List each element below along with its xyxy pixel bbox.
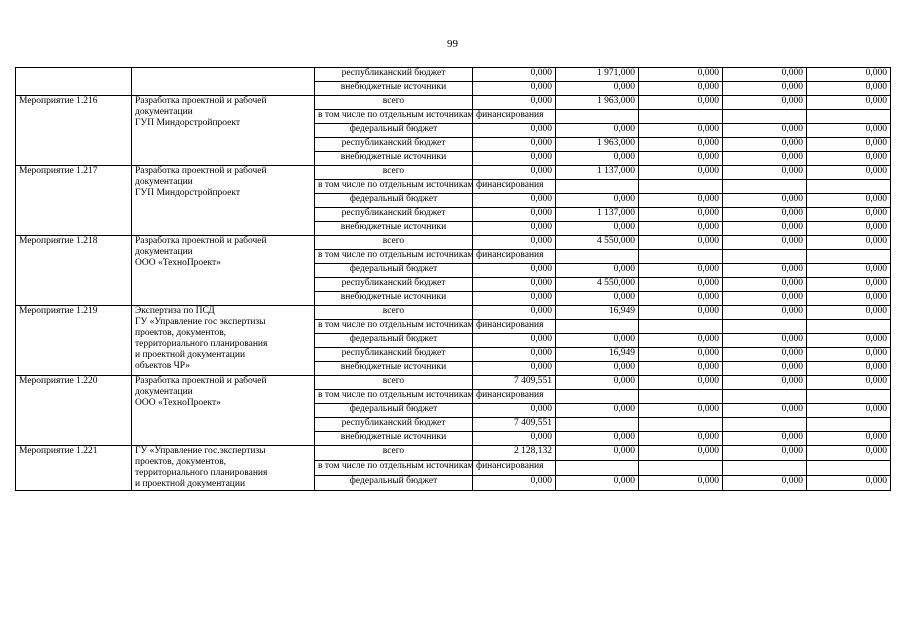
value-cell: 0,000 bbox=[807, 138, 891, 152]
value-cell: 0,000 bbox=[723, 334, 807, 348]
source-label: всего bbox=[315, 96, 473, 110]
value-cell: 0,000 bbox=[473, 208, 556, 222]
description-line: документации bbox=[135, 247, 193, 257]
value-cell: 1 137,000 bbox=[556, 166, 639, 180]
value-cell: 0,000 bbox=[807, 96, 891, 110]
source-label: в том числе по отдельным источникам финансирования bbox=[315, 461, 473, 476]
value-cell: 0,000 bbox=[556, 362, 639, 376]
value-cell: 7 409,551 bbox=[473, 376, 556, 390]
value-cell bbox=[807, 461, 891, 476]
table-row bbox=[16, 306, 891, 320]
value-cell: 0,000 bbox=[473, 476, 556, 491]
value-cell bbox=[807, 110, 891, 124]
value-cell: 0,000 bbox=[473, 432, 556, 446]
value-cell: 0,000 bbox=[723, 68, 807, 82]
value-cell bbox=[639, 110, 723, 124]
value-cell: 0,000 bbox=[723, 446, 807, 461]
value-cell: 4 550,000 bbox=[556, 278, 639, 292]
value-cell: 16,949 bbox=[556, 348, 639, 362]
table-row bbox=[16, 68, 891, 82]
source-label: в том числе по отдельным источникам финансирования bbox=[315, 180, 473, 194]
value-cell: 0,000 bbox=[723, 362, 807, 376]
value-cell: 0,000 bbox=[473, 138, 556, 152]
value-cell: 0,000 bbox=[807, 208, 891, 222]
description-line: Разработка проектной и рабочей bbox=[135, 376, 267, 386]
source-label: федеральный бюджет bbox=[315, 194, 473, 208]
description-line: ГУП Миндорстройпроект bbox=[135, 118, 241, 128]
value-cell bbox=[807, 418, 891, 432]
value-cell bbox=[807, 390, 891, 404]
value-cell: 1 963,000 bbox=[556, 138, 639, 152]
value-cell bbox=[807, 180, 891, 194]
value-cell: 0,000 bbox=[639, 194, 723, 208]
value-cell bbox=[556, 110, 639, 124]
measure-desc-cell bbox=[132, 68, 315, 96]
source-label: в том числе по отдельным источникам финансирования bbox=[315, 320, 473, 334]
value-cell: 0,000 bbox=[473, 362, 556, 376]
value-cell: 0,000 bbox=[639, 348, 723, 362]
value-cell: 0,000 bbox=[556, 292, 639, 306]
description-line: ГУ «Управление гос.экспертизы bbox=[135, 446, 266, 456]
source-label: внебюджетные источники bbox=[315, 292, 473, 306]
description-line: документации bbox=[135, 387, 193, 397]
source-label: федеральный бюджет bbox=[315, 404, 473, 418]
value-cell: 0,000 bbox=[556, 82, 639, 96]
value-cell: 0,000 bbox=[473, 306, 556, 320]
value-cell: 0,000 bbox=[723, 348, 807, 362]
financing-table bbox=[15, 67, 891, 491]
value-cell bbox=[556, 320, 639, 334]
measure-name: Мероприятие 1.217 bbox=[16, 166, 132, 236]
value-cell: 0,000 bbox=[807, 166, 891, 180]
value-cell: 0,000 bbox=[807, 404, 891, 418]
source-label: в том числе по отдельным источникам финансирования bbox=[315, 390, 473, 404]
value-cell: 0,000 bbox=[473, 264, 556, 278]
measure-name: Мероприятие 1.221 bbox=[16, 446, 132, 491]
description-line: и проектной документации bbox=[135, 350, 246, 360]
value-cell: 0,000 bbox=[723, 208, 807, 222]
source-label: всего bbox=[315, 306, 473, 320]
value-cell: 0,000 bbox=[473, 334, 556, 348]
value-cell: 0,000 bbox=[807, 306, 891, 320]
source-label: республиканский бюджет bbox=[315, 278, 473, 292]
value-cell: 0,000 bbox=[639, 292, 723, 306]
table-row bbox=[16, 236, 891, 250]
description-line: документации bbox=[135, 107, 193, 117]
description-line: Экспертиза по ПСД bbox=[135, 306, 215, 316]
value-cell: 1 963,000 bbox=[556, 96, 639, 110]
value-cell: 0,000 bbox=[807, 334, 891, 348]
source-label: всего bbox=[315, 446, 473, 461]
value-cell: 0,000 bbox=[556, 446, 639, 461]
value-cell: 0,000 bbox=[639, 432, 723, 446]
value-cell: 0,000 bbox=[639, 124, 723, 138]
value-cell: 0,000 bbox=[473, 152, 556, 166]
description-line: и проектной документации bbox=[135, 479, 246, 489]
value-cell bbox=[723, 180, 807, 194]
value-cell: 7 409,551 bbox=[473, 418, 556, 432]
value-cell: 0,000 bbox=[556, 124, 639, 138]
value-cell: 0,000 bbox=[723, 306, 807, 320]
value-cell bbox=[639, 461, 723, 476]
value-cell: 0,000 bbox=[556, 334, 639, 348]
value-cell: 0,000 bbox=[639, 222, 723, 236]
description-line: проектов, документов, bbox=[135, 457, 227, 467]
measure-description bbox=[132, 376, 315, 446]
value-cell: 0,000 bbox=[723, 124, 807, 138]
value-cell: 0,000 bbox=[556, 194, 639, 208]
value-cell: 0,000 bbox=[807, 194, 891, 208]
value-cell bbox=[723, 250, 807, 264]
source-label: республиканский бюджет bbox=[315, 418, 473, 432]
value-cell: 0,000 bbox=[807, 476, 891, 491]
value-cell: 0,000 bbox=[473, 236, 556, 250]
source-label: республиканский бюджет bbox=[315, 348, 473, 362]
description-line: Разработка проектной и рабочей bbox=[135, 96, 267, 106]
value-cell: 0,000 bbox=[556, 264, 639, 278]
value-cell: 0,000 bbox=[807, 222, 891, 236]
measure-name: Мероприятие 1.216 bbox=[16, 96, 132, 166]
value-cell: 0,000 bbox=[639, 476, 723, 491]
table-row bbox=[16, 166, 891, 180]
value-cell: 0,000 bbox=[807, 376, 891, 390]
value-cell bbox=[639, 390, 723, 404]
measure-name: Мероприятие 1.220 bbox=[16, 376, 132, 446]
value-cell: 0,000 bbox=[807, 348, 891, 362]
description-line: проектов, документов, bbox=[135, 328, 227, 338]
measure-description bbox=[132, 96, 315, 166]
value-cell bbox=[723, 320, 807, 334]
source-label: федеральный бюджет bbox=[315, 334, 473, 348]
value-cell: 0,000 bbox=[639, 446, 723, 461]
value-cell bbox=[556, 250, 639, 264]
value-cell bbox=[556, 418, 639, 432]
value-cell bbox=[556, 180, 639, 194]
value-cell: 0,000 bbox=[639, 82, 723, 96]
value-cell: 0,000 bbox=[639, 68, 723, 82]
description-line: территориального планирования bbox=[135, 468, 268, 478]
value-cell: 0,000 bbox=[723, 278, 807, 292]
value-cell: 0,000 bbox=[723, 222, 807, 236]
value-cell: 0,000 bbox=[473, 68, 556, 82]
source-label: федеральный бюджет bbox=[315, 476, 473, 491]
value-cell bbox=[723, 461, 807, 476]
value-cell: 0,000 bbox=[556, 222, 639, 236]
value-cell: 0,000 bbox=[556, 432, 639, 446]
value-cell: 0,000 bbox=[723, 264, 807, 278]
value-cell bbox=[639, 250, 723, 264]
value-cell: 0,000 bbox=[556, 404, 639, 418]
value-cell: 0,000 bbox=[723, 138, 807, 152]
value-cell bbox=[556, 461, 639, 476]
value-cell: 0,000 bbox=[473, 124, 556, 138]
value-cell: 0,000 bbox=[639, 208, 723, 222]
source-label: в том числе по отдельным источникам финансирования bbox=[315, 250, 473, 264]
measure-description bbox=[132, 446, 315, 491]
value-cell: 0,000 bbox=[723, 376, 807, 390]
measure-description bbox=[132, 236, 315, 306]
value-cell: 0,000 bbox=[723, 404, 807, 418]
description-line: объектов ЧР» bbox=[135, 361, 191, 371]
value-cell: 0,000 bbox=[723, 96, 807, 110]
source-label: республиканский бюджет bbox=[315, 68, 473, 82]
table-row bbox=[16, 96, 891, 110]
description-line: ООО «ТехноПроект» bbox=[135, 258, 221, 268]
measure-name: Мероприятие 1.219 bbox=[16, 306, 132, 376]
value-cell: 0,000 bbox=[723, 194, 807, 208]
value-cell: 0,000 bbox=[723, 476, 807, 491]
value-cell: 0,000 bbox=[723, 236, 807, 250]
value-cell: 0,000 bbox=[556, 376, 639, 390]
value-cell: 0,000 bbox=[807, 278, 891, 292]
value-cell: 0,000 bbox=[473, 166, 556, 180]
value-cell: 0,000 bbox=[807, 362, 891, 376]
source-label: федеральный бюджет bbox=[315, 124, 473, 138]
value-cell: 0,000 bbox=[639, 152, 723, 166]
source-label: внебюджетные источники bbox=[315, 432, 473, 446]
value-cell bbox=[723, 418, 807, 432]
value-cell bbox=[556, 390, 639, 404]
value-cell: 0,000 bbox=[807, 236, 891, 250]
value-cell: 0,000 bbox=[807, 82, 891, 96]
value-cell: 1 971,000 bbox=[556, 68, 639, 82]
value-cell: 0,000 bbox=[807, 264, 891, 278]
value-cell: 0,000 bbox=[473, 194, 556, 208]
description-line: документации bbox=[135, 177, 193, 187]
source-label: в том числе по отдельным источникам финансирования bbox=[315, 110, 473, 124]
value-cell: 0,000 bbox=[639, 96, 723, 110]
value-cell: 0,000 bbox=[639, 334, 723, 348]
value-cell: 0,000 bbox=[473, 348, 556, 362]
value-cell: 0,000 bbox=[807, 152, 891, 166]
value-cell: 0,000 bbox=[723, 292, 807, 306]
value-cell: 2 128,132 bbox=[473, 446, 556, 461]
value-cell: 0,000 bbox=[473, 222, 556, 236]
source-label: внебюджетные источники bbox=[315, 222, 473, 236]
measure-description bbox=[132, 306, 315, 376]
value-cell: 1 137,000 bbox=[556, 208, 639, 222]
source-label: внебюджетные источники bbox=[315, 152, 473, 166]
value-cell: 0,000 bbox=[723, 82, 807, 96]
source-label: федеральный бюджет bbox=[315, 264, 473, 278]
value-cell: 0,000 bbox=[473, 96, 556, 110]
description-line: территориального планирования bbox=[135, 339, 268, 349]
table-row bbox=[16, 446, 891, 461]
description-line: ГУ «Управление гос экспертизы bbox=[135, 317, 266, 327]
measure-name: Мероприятие 1.218 bbox=[16, 236, 132, 306]
value-cell: 4 550,000 bbox=[556, 236, 639, 250]
source-label: республиканский бюджет bbox=[315, 138, 473, 152]
value-cell: 0,000 bbox=[807, 446, 891, 461]
page-number: 99 bbox=[447, 38, 458, 50]
value-cell bbox=[807, 250, 891, 264]
value-cell: 0,000 bbox=[473, 404, 556, 418]
value-cell: 0,000 bbox=[639, 166, 723, 180]
source-label: внебюджетные источники bbox=[315, 82, 473, 96]
source-label: внебюджетные источники bbox=[315, 362, 473, 376]
value-cell: 16,949 bbox=[556, 306, 639, 320]
description-line: Разработка проектной и рабочей bbox=[135, 236, 267, 246]
measure-name-cell bbox=[16, 68, 132, 96]
source-label: всего bbox=[315, 236, 473, 250]
value-cell: 0,000 bbox=[639, 376, 723, 390]
value-cell: 0,000 bbox=[723, 152, 807, 166]
source-label: всего bbox=[315, 376, 473, 390]
value-cell: 0,000 bbox=[807, 292, 891, 306]
table-row bbox=[16, 376, 891, 390]
value-cell: 0,000 bbox=[639, 362, 723, 376]
value-cell: 0,000 bbox=[639, 404, 723, 418]
value-cell bbox=[639, 418, 723, 432]
value-cell: 0,000 bbox=[639, 138, 723, 152]
value-cell bbox=[723, 110, 807, 124]
value-cell: 0,000 bbox=[639, 278, 723, 292]
description-line: ГУП Миндорстройпроект bbox=[135, 188, 241, 198]
value-cell: 0,000 bbox=[639, 236, 723, 250]
source-label: всего bbox=[315, 166, 473, 180]
source-label: республиканский бюджет bbox=[315, 208, 473, 222]
value-cell bbox=[723, 390, 807, 404]
value-cell: 0,000 bbox=[639, 306, 723, 320]
value-cell: 0,000 bbox=[473, 82, 556, 96]
value-cell: 0,000 bbox=[639, 264, 723, 278]
value-cell: 0,000 bbox=[807, 432, 891, 446]
value-cell: 0,000 bbox=[723, 432, 807, 446]
value-cell bbox=[639, 320, 723, 334]
value-cell: 0,000 bbox=[807, 124, 891, 138]
description-line: Разработка проектной и рабочей bbox=[135, 166, 267, 176]
description-line: ООО «ТехноПроект» bbox=[135, 398, 221, 408]
value-cell: 0,000 bbox=[723, 166, 807, 180]
value-cell: 0,000 bbox=[473, 292, 556, 306]
value-cell bbox=[639, 180, 723, 194]
value-cell: 0,000 bbox=[807, 68, 891, 82]
value-cell: 0,000 bbox=[473, 278, 556, 292]
value-cell bbox=[807, 320, 891, 334]
measure-description bbox=[132, 166, 315, 236]
value-cell: 0,000 bbox=[556, 152, 639, 166]
value-cell: 0,000 bbox=[556, 476, 639, 491]
